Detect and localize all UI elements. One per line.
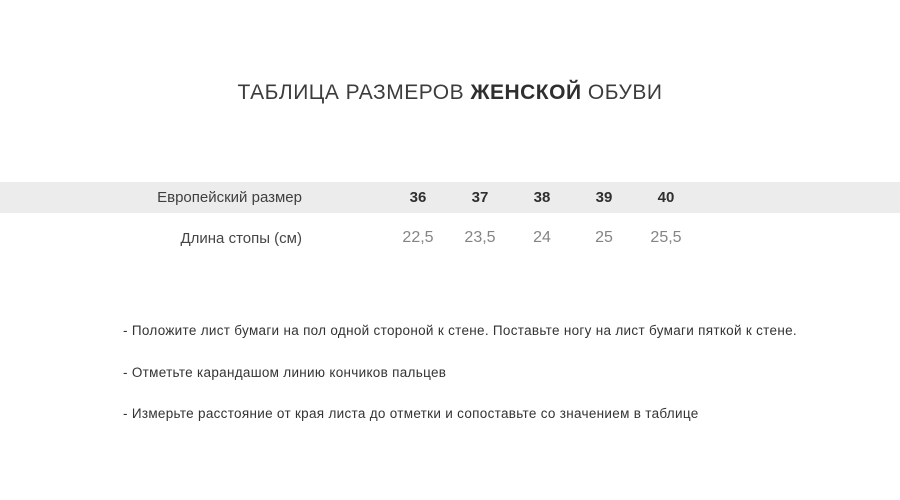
size-value-38: 38 [533, 189, 551, 206]
page-title-highlight: ЖЕНСКОЙ [470, 81, 582, 104]
table-row-foot-length [0, 213, 900, 263]
spacer-cell [697, 213, 900, 263]
instruction-item-2: - Отметьте карандашом линию кончиков пальцев [123, 364, 447, 380]
spacer-cell [302, 213, 387, 263]
length-value-4: 25 [595, 229, 613, 246]
spacer-cell [302, 182, 387, 213]
row-label-foot-length: Длина стопы (см) [180, 229, 302, 247]
length-value-2: 23,5 [464, 229, 496, 246]
size-value-40: 40 [657, 189, 675, 206]
size-value-37: 37 [471, 189, 489, 206]
size-table [0, 182, 900, 263]
size-value-39: 39 [595, 189, 613, 206]
table-row-european-size [0, 182, 900, 213]
row-label-european-size: Европейский размер [157, 189, 302, 206]
instruction-item-1: - Положите лист бумаги на пол одной стороной к стене. Поставьте ногу на лист бумаги пяткой к стене. [123, 323, 797, 338]
instruction-item-3: - Измерьте расстояние от края листа до отметки и сопоставьте со значением в таблице [123, 406, 699, 421]
instructions-list [123, 324, 860, 449]
length-value-1: 22,5 [402, 229, 434, 246]
page-title-prefix: ТАБЛИЦА РАЗМЕРОВ [237, 81, 471, 104]
length-value-3: 24 [533, 229, 551, 246]
length-value-5: 25,5 [650, 229, 682, 246]
page-title-suffix: ОБУВИ [581, 81, 663, 104]
size-value-36: 36 [409, 189, 427, 206]
spacer-cell [697, 182, 900, 213]
page-title [0, 81, 900, 105]
